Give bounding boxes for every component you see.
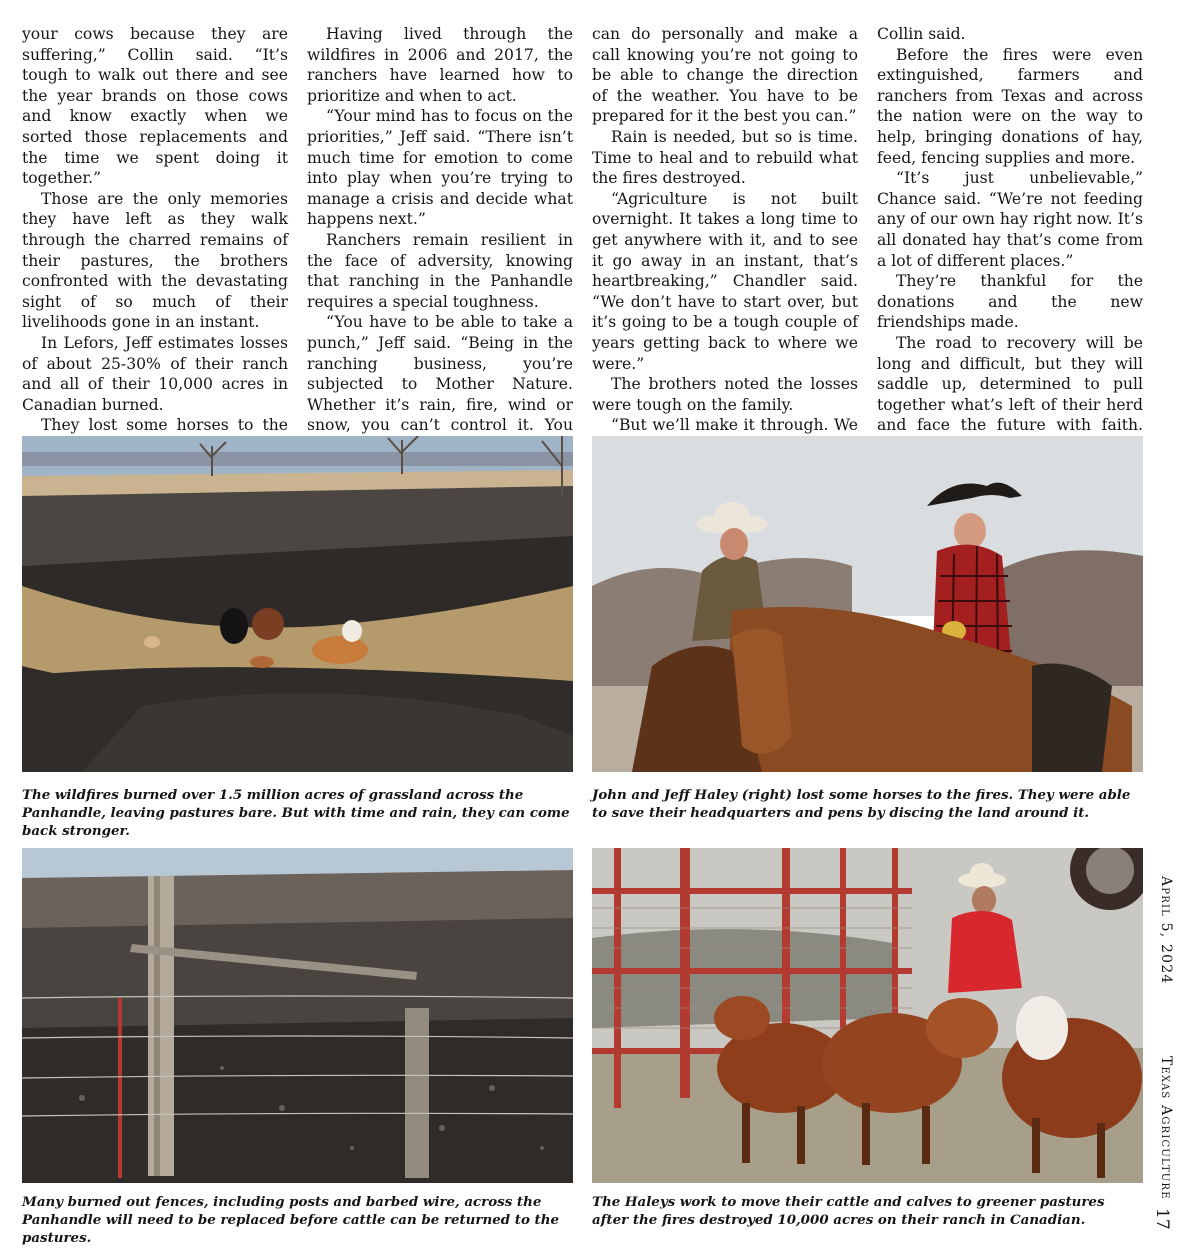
article-column-2 xyxy=(307,24,573,456)
paragraph: They’re thankful for the donations and the new friendships made. xyxy=(877,272,1143,332)
paragraph: “You have to be able to take a punch,” Jeff said. “Being in the ranching business, you’re subjected to Mother Nature. Whether it’s rain, fire, wind or snow, you can’t control it. You xyxy=(307,313,573,435)
paragraph: The road to recovery will be long and difficult, but they will saddle up, determined to pull together what’s left of their herd and face the future with faith. xyxy=(877,333,1143,435)
paragraph: Rain is needed, but so is time. Time to heal and to rebuild what the fires destroyed. xyxy=(592,127,858,188)
magazine-name: Texas Agriculture xyxy=(1158,1056,1174,1200)
paragraph: They lost some horses to the xyxy=(41,416,288,435)
page-number: 17 xyxy=(1152,1208,1172,1230)
photo-calves-in-pens xyxy=(592,848,1143,1183)
photo-ranchers-on-horseback xyxy=(592,436,1143,772)
article-column-4 xyxy=(877,24,1143,477)
paragraph: Collin said. xyxy=(877,25,966,43)
article-column-3 xyxy=(592,24,858,477)
photo-caption: The Haleys work to move their cattle and calves to greener pastures after the fires destroyed 10,000 acres on their ranch in Canadian. xyxy=(592,1194,1105,1228)
paragraph: “But we’ll make it through. We xyxy=(611,416,858,435)
paragraph: can do personally and make a call knowing you’re not going to be able to change the direction of the weather. You have to be prepared for it the best you can.” xyxy=(592,25,858,126)
paragraph: Having lived through the wildfires in 2006 and 2017, the ranchers have learned how to prioritize and when to act. xyxy=(307,25,573,105)
paragraph: Before the fires were even extinguished, farmers and ranchers from Texas and across the nation were on the way to help, bringing donations of hay, feed, fencing supplies and more. xyxy=(877,45,1143,167)
photo-burned-pasture-cattle xyxy=(22,436,573,772)
issue-date: April 5, 2024 xyxy=(1158,876,1174,985)
paragraph: Ranchers remain resilient in the face of adversity, knowing that ranching in the Panhandle requires a special toughness. xyxy=(307,230,573,311)
paragraph: The brothers noted the losses were tough on the family. xyxy=(592,375,858,414)
paragraph: “It’s just unbelievable,” Chance said. “We’re not feeding any of our own hay right now. It’s all donated hay that’s come from a lot of different places.” xyxy=(877,169,1143,270)
photo-caption: Many burned out fences, including posts and barbed wire, across the Panhandle will need to be replaced before cattle can be returned to the pastures. xyxy=(22,1194,559,1246)
paragraph: your cows because they are suffering,” Collin said. “It’s tough to walk out there and see the year brands on those cows and know exactly when we sorted those replacements and the time we spent doing it together.” xyxy=(22,25,288,188)
article-column-1 xyxy=(22,24,288,477)
paragraph: “Your mind has to focus on the priorities,” Jeff said. “There isn’t much time for emotion to come into play when you’re trying to manage a crisis and decide what happens next.” xyxy=(307,107,573,229)
photo-caption: The wildfires burned over 1.5 million acres of grassland across the Panhandle, leaving pastures bare. But with time and rain, they can come back stronger. xyxy=(22,787,570,839)
photo-caption: John and Jeff Haley (right) lost some horses to the fires. They were able to save their headquarters and pens by discing the land around it. xyxy=(592,787,1131,821)
photo-burned-fence xyxy=(22,848,573,1183)
paragraph: In Lefors, Jeff estimates losses of about 25-30% of their ranch and all of their 10,000 acres in Canadian burned. xyxy=(22,333,288,414)
paragraph: “Agriculture is not built overnight. It takes a long time to get anywhere with it, and to see it go away in an instant, that’s heartbreaking,” Chandler said. “We don’t have to start over, but it’s going to be a tough couple of years getting back to where we were.” xyxy=(592,189,858,373)
paragraph: Those are the only memories they have left as they walk through the charred remains of their pastures, the brothers confronted with the devastating sight of so much of their livelihoods gone in an instant. xyxy=(22,189,288,332)
